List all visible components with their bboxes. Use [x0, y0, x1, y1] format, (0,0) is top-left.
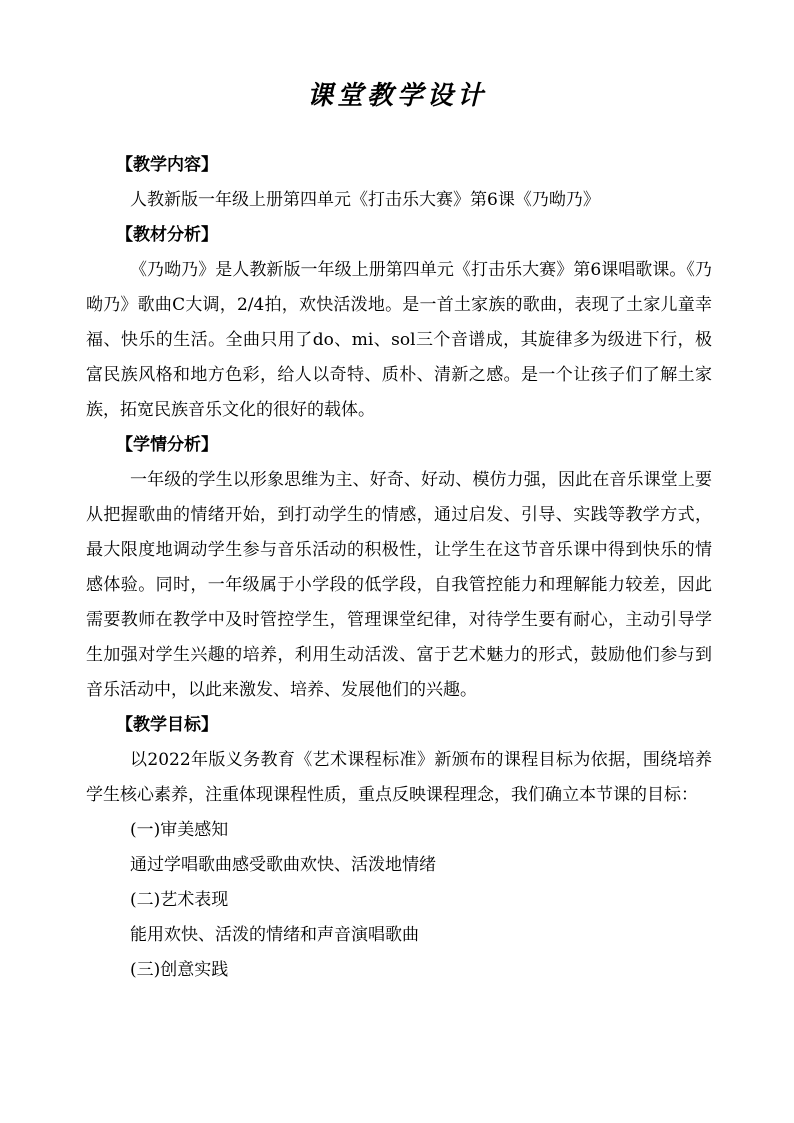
section-text-students: 一年级的学生以形象思维为主、好奇、好动、模仿力强，因此在音乐课堂上要从把握歌曲的情绪开始，到打动学生的情感，通过启发、引导、实践等教学方式，最大限度地调动学生参与音乐活动的积极性，让学生在这节音乐课中得到快乐的情感体验。同时，一年级属于小学段的低学段，自我管控能力和理解能力较差，因此需要教师在教学中及时管控学生，管理课堂纪律，对待学生要有耐心，主动引导学生加强对学生兴趣的培养，利用生动活泼、富于艺术魅力的形式，鼓励他们参与到音乐活动中，以此来激发、培养、发展他们的兴趣。 [86, 470, 712, 700]
section-heading-content: 【教学内容】 [116, 155, 218, 175]
section-heading-material: 【教材分析】 [116, 225, 218, 245]
goal-item-label: (三)创意实践 [130, 960, 229, 980]
section-text-goals: 以2022年版义务教育《艺术课程标准》新颁布的课程目标为依据，围绕培养学生核心素养，注重体现课程性质，重点反映课程理念，我们确立本节课的目标： [86, 750, 712, 805]
document-body [86, 148, 712, 988]
section-heading-students: 【学情分析】 [116, 435, 218, 455]
goal-item-text: 能用欢快、活泼的情绪和声音演唱歌曲 [130, 925, 419, 945]
section-text-material: 《乃呦乃》是人教新版一年级上册第四单元《打击乐大赛》第6课唱歌课。《乃呦乃》歌曲C大调，2/4拍，欢快活泼地。是一首土家族的歌曲，表现了土家儿童幸福、快乐的生活。全曲只用了do、mi、sol三个音谱成，其旋律多为级进下行，极富民族风格和地方色彩，给人以奇特、质朴、清新之感。是一个让孩子们了解土家族，拓宽民族音乐文化的很好的载体。 [86, 260, 712, 420]
goal-item-label: (二)艺术表现 [130, 890, 229, 910]
goal-item-label: (一)审美感知 [130, 820, 229, 840]
document-title: 课堂教学设计 [306, 81, 487, 111]
section-text-content: 人教新版一年级上册第四单元《打击乐大赛》第6课《乃呦乃》 [130, 190, 600, 210]
section-heading-goals: 【教学目标】 [116, 715, 218, 735]
goal-item-text: 通过学唱歌曲感受歌曲欢快、活泼地情绪 [130, 855, 436, 875]
